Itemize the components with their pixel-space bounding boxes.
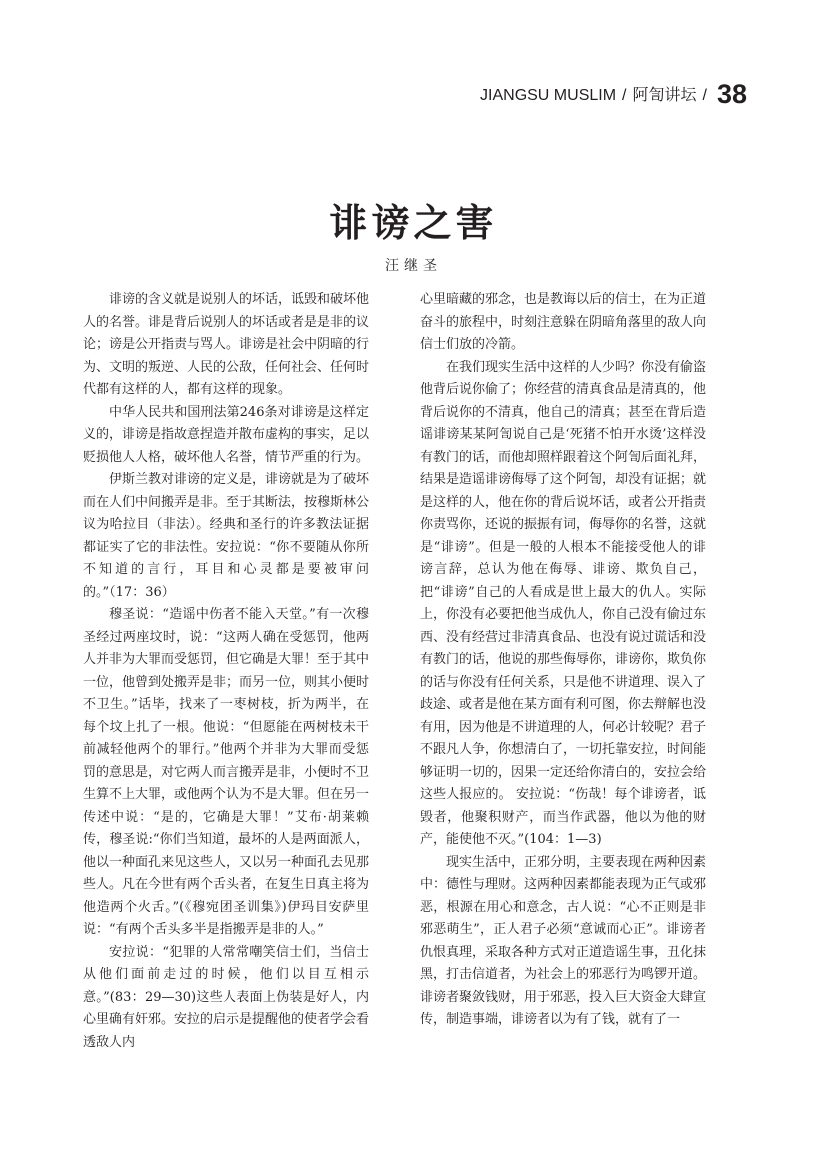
right-column: [420, 289, 706, 1032]
running-header: [420, 76, 747, 108]
header-separator: /: [622, 87, 627, 104]
magazine-name: JIANGSU MUSLIM: [480, 87, 617, 104]
section-name: 阿訇讲坛: [632, 87, 697, 104]
left-column: [83, 289, 369, 1054]
paragraph: 诽谤的含义就是说别人的坏话，诋毁和破坏他人的名誉。诽是背后说别人的坏话或者是是非的议论；谤是公开指责与骂人。诽谤是社会中阴暗的行为、文明的叛逆、人民的公敌，任何社会、任何时代都有这样的人，都有这样的现象。: [83, 292, 370, 397]
paragraph: 伊斯兰教对诽谤的定义是，诽谤就是为了破坏而在人们中间搬弄是非。至于其断法，按穆斯林公议为哈拉目（非法）。经典和圣行的许多教法证据都证实了它的非法性。安拉说：“你不要随从你所不知道的言行，耳目和心灵都是要被审问的。”（17：36）: [83, 472, 370, 600]
paragraph: 在我们现实生活中这样的人少吗？你没有偷盗他背后说你偷了；你经营的清真食品是清真的，他背后说你的不清真，他自己的清真；甚至在背后造谣诽谤某某阿訇说自己是‘死猪不怕开水烫’这样没有教门的话，而他却照样跟着这个阿訇后面礼拜，结果是造谣诽谤侮辱了这个阿訇，却没有证据；就是这样的人，他在你的背后说坏话，或者公开指责你责骂你，还说的振振有词，侮辱你的名誉，这就是“诽谤”。但是一般的人根本不能接受他人的诽谤言辞，总认为他在侮辱、诽谤、欺负自己，把“诽谤”自己的人看成是世上最大的仇人。实际上，你没有必要把他当成仇人，你自己没有偷过东西、没有经营过非清真食品、也没有说过谎话和没有教门的话，他说的那些侮辱你，诽谤你，欺负你的话与你没有任何关系，只是他不讲道理、误入了歧途、或者是他在某方面有利可图，你去辩解也没有用，因为他是不讲道理的人，何必计较呢？君子不跟凡人争，你想清白了，一切托靠安拉，时间能够证明一切的，因果一定还给你清白的，安拉会给这些人报应的。 安拉说：“伤哉！每个诽谤者，诋毁者，他聚积财产，而当作武器，他以为他的财产，能使他不灭。”(104：1—3): [420, 359, 707, 847]
header-separator-2: /: [702, 87, 707, 104]
paragraph: 中华人民共和国刑法第246条对诽谤是这样定义的，诽谤是指故意捏造并散布虚构的事实，足以贬损他人人格，破坏他人名誉，情节严重的行为。: [83, 404, 370, 465]
article-author: 汪继圣: [385, 258, 442, 274]
page-number: 38: [716, 79, 747, 109]
paragraph: 穆圣说：“造谣中伤者不能入天堂。”有一次穆圣经过两座坟时，说：“这两人确在受惩罚，他两人并非为大罪而受惩罚，但它确是大罪！至于其中一位，他曾到处搬弄是非；而另一位，则其小便时不卫生。”话毕，找来了一枣树枝，折为两半，在每个坟上扎了一根。他说：“但愿能在两树枝未干前减轻他两个的罪行。”他两个并非为大罪而受惩罚的意思是，对它两人而言搬弄是非，小便时不卫生算不上大罪，或他两个认为不是大罪。但在另一传述中说：“是的，它确是大罪！”艾布·胡莱赖传，穆圣说:“你们当知道，最坏的人是两面派人，他以一种面孔来见这些人，又以另一种面孔去见那些人。凡在今世有两个舌头者，在复生日真主将为他造两个火舌。”(《穆宛团圣训集》)伊玛目安萨里说：“有两个舌头多半是指搬弄是非的人。”: [83, 607, 370, 937]
paragraph-continued: 心里暗藏的邪念，也是教诲以后的信士，在为正道奋斗的旅程中，时刻注意躲在阴暗角落里的敌人向信士们放的冷箭。: [420, 292, 707, 352]
paragraph: 安拉说：“犯罪的人常常嘲笑信士们，当信士从他们面前走过的时候，他们以目互相示意。”(83：29—30)这些人表面上伪装是好人，内心里确有奸邪。安拉的启示是提醒他的使者学会看透敌人内: [83, 944, 370, 1050]
paragraph: 现实生活中，正邪分明，主要表现在两种因素中：德性与理财。这两种因素都能表现为正气或邪恶，根源在用心和意念，古人说：“心不正则是非邪恶萌生”，正人君子必须“意诚而心正”。诽谤者仇恨真理，采取各种方式对正道造谣生事，丑化抹黑，打击信道者，为社会上的邪恶行为鸣锣开道。诽谤者聚敛钱财，用于邪恶，投入巨大资金大肆宣传，制造事端，诽谤者以为有了钱，就有了一: [420, 854, 707, 1027]
article-title: 诽谤之害: [329, 201, 498, 245]
